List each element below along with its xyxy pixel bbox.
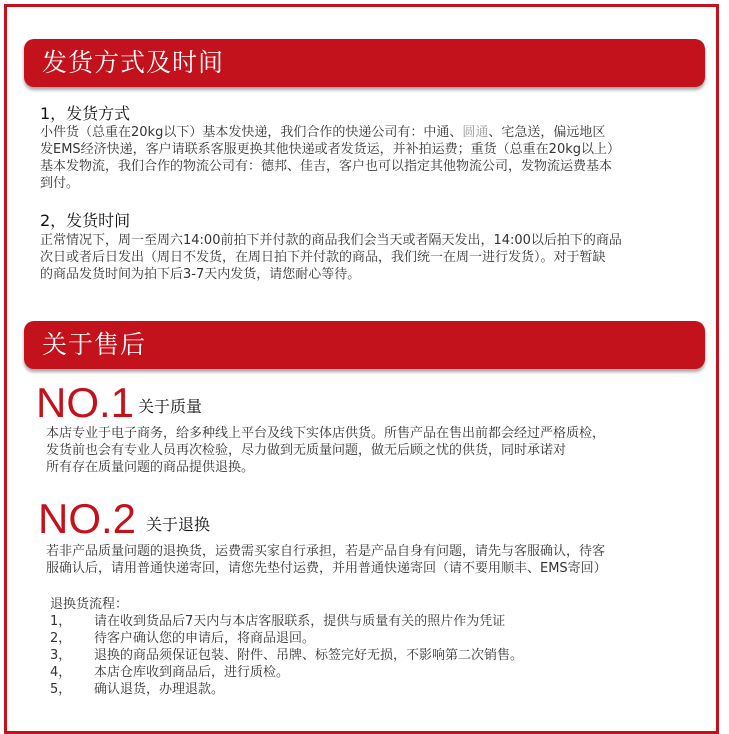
shipping-time-line-3: 的商品发货时间为拍下后3-7天内发货，请您耐心等待。 bbox=[40, 267, 361, 282]
step-text: 请在收到货品后7天内与本店客服联系，提供与质量有关的照片作为凭证 bbox=[94, 614, 506, 629]
return-step bbox=[50, 630, 315, 647]
return-step bbox=[50, 664, 289, 681]
shipping-time-heading: 2，发货时间 bbox=[40, 211, 131, 230]
quality-line-1: 本店专业于电子商务，给多种线上平台及线下实体店供货。所售产品在售出前都会经过严格质检， bbox=[46, 426, 606, 441]
no1-subtitle: 关于质量 bbox=[138, 397, 203, 416]
return-step bbox=[50, 647, 523, 664]
shipping-time-line-2: 次日或者后日发出（周日不发货，在周日拍下并付款的商品，我们统一在周一进行发货）。对于暂缺 bbox=[40, 250, 606, 265]
step-text: 本店仓库收到商品后，进行质检。 bbox=[94, 665, 290, 680]
step-text: 待客户确认您的申请后，将商品退回。 bbox=[94, 631, 316, 646]
highlight-span: 圆通 bbox=[462, 125, 489, 140]
step-number: 5， bbox=[50, 682, 72, 697]
step-number: 4， bbox=[50, 665, 72, 680]
shipping-section-banner bbox=[24, 39, 705, 87]
return-process-title: 退换货流程： bbox=[50, 597, 129, 612]
no2-subtitle: 关于退换 bbox=[146, 515, 211, 534]
quality-line-3: 所有存在质量问题的商品提供退换。 bbox=[46, 460, 255, 475]
step-number: 3， bbox=[50, 648, 72, 663]
quality-line-2: 发货前也会有专业人员再次检验，尽力做到无质量问题，做无后顾之忧的供货，同时承诺对 bbox=[46, 443, 567, 458]
shipping-method-line-1 bbox=[40, 124, 605, 141]
step-number: 2， bbox=[50, 631, 72, 646]
after-sales-section-title: 关于售后 bbox=[42, 330, 147, 359]
shipping-method-heading: 1，发货方式 bbox=[40, 104, 131, 123]
shipping-method-line-3: 基本发物流，我们合作的物流公司有：德邦、佳吉，客户也可以指定其他物流公司，发物流运费基本 bbox=[40, 159, 613, 174]
no1-label: NO.1 bbox=[36, 379, 135, 426]
no2-label: NO.2 bbox=[38, 495, 137, 542]
after-sales-section-banner bbox=[24, 321, 705, 369]
return-line-1: 若非产品质量问题的退换货，运费需买家自行承担，若是产品自身有问题，请先与客服确认，待客 bbox=[46, 544, 606, 559]
return-line-2: 服确认后，请用普通快递寄回，请您先垫付运费，并用普通快递寄回（请不要用顺丰、EMS寄回） bbox=[46, 561, 607, 576]
text-span: 小件货（总重在20kg以下）基本发快递，我们合作的快递公司有：中通、 bbox=[40, 125, 463, 140]
shipping-time-line-1: 正常情况下，周一至周六14:00前拍下并付款的商品我们会当天或者隔天发出，14:00以后拍下的商品 bbox=[40, 233, 622, 248]
step-number: 1， bbox=[50, 614, 72, 629]
return-step bbox=[50, 681, 224, 698]
shipping-section-title: 发货方式及时间 bbox=[42, 48, 225, 77]
shipping-method-line-4: 到付。 bbox=[40, 176, 80, 191]
shipping-method-line-2: 发EMS经济快递，客户请联系客服更换其他快递或者发货运，并补拍运费；重货（总重在20kg以上） bbox=[40, 142, 621, 157]
step-text: 退换的商品须保证包装、附件、吊牌、标签完好无损，不影响第二次销售。 bbox=[94, 648, 524, 663]
text-span: 、宅急送，偏远地区 bbox=[488, 125, 606, 140]
step-text: 确认退货，办理退款。 bbox=[94, 682, 225, 697]
return-step bbox=[50, 613, 505, 630]
